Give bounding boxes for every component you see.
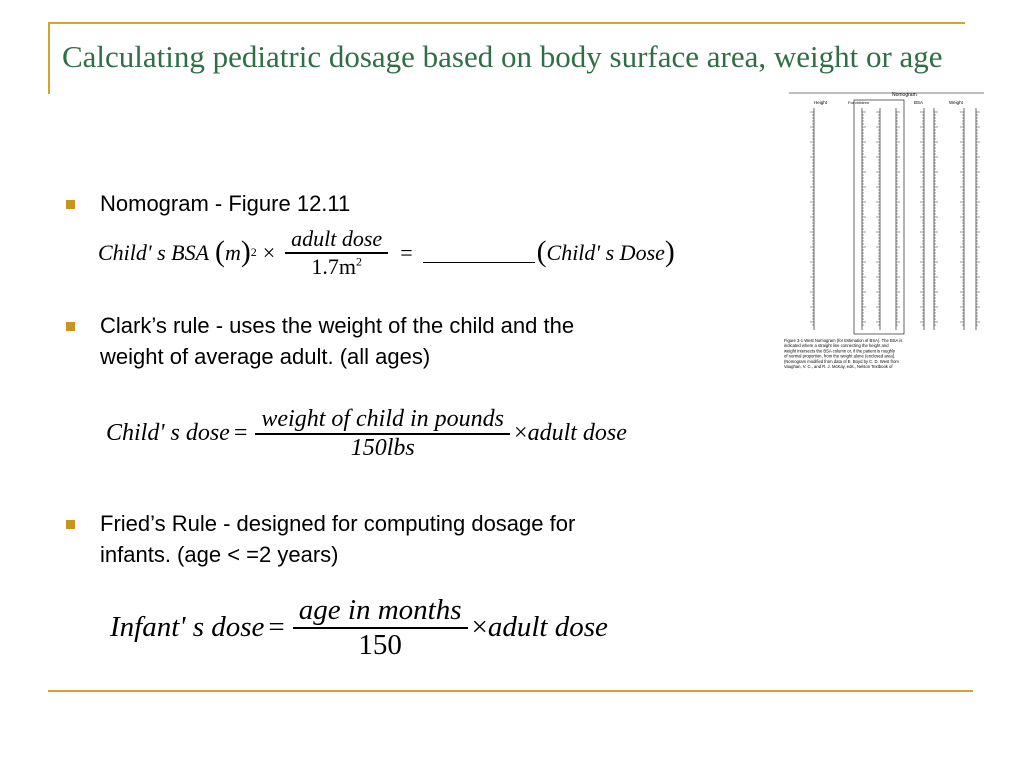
clarks-rhs: adult dose [527,420,627,447]
equals-sign: = [268,611,285,644]
bsa-denominator-wrap [305,254,368,280]
open-paren: ( [215,235,225,268]
frieds-denominator: 150 [358,628,402,661]
nomogram-header: Nomogram [892,92,917,98]
frieds-lhs: Infant' s dose [110,611,265,644]
top-divider [48,22,965,24]
bsa-denominator: 1.7m [311,253,356,279]
bullet-marker [66,200,75,209]
nomogram-col-bsa: BSA [914,100,924,105]
equals-sign: = [233,420,248,447]
close-paren: ) [664,235,675,268]
frieds-fraction [293,594,468,662]
clarks-formula [106,406,627,462]
bsa-fraction [285,226,388,280]
nomogram-col-height: Height [814,100,828,105]
answer-blank [423,242,535,263]
open-paren: ( [536,235,547,268]
bottom-divider [48,690,973,692]
bsa-unit: m [224,239,241,265]
times-sign: × [471,611,488,644]
frieds-formula [110,594,608,662]
equals-sign: = [400,239,413,265]
bullet-nomogram: Nomogram - Figure 12.11 [100,191,351,216]
slide-title: Calculating pediatric dosage based on body surface area, weight or age [62,39,943,74]
bullet-clarks-rule: Clark’s rule - uses the weight of the child and the weight of average adult. (all ages) [100,313,575,369]
close-paren: ) [240,235,251,268]
bsa-formula [98,226,675,280]
nomogram-figure [784,90,1014,372]
times-sign: × [514,420,528,447]
left-divider [48,22,50,94]
bsa-lhs: Child' s BSA [98,239,210,265]
bullet-marker [66,520,75,529]
bsa-den-exp: 2 [355,254,362,269]
bsa-unit-exp: 2 [250,245,257,260]
times-sign: × [262,239,276,265]
nomogram-col-weight: Weight [949,100,963,105]
bsa-rhs: Child' s Dose [546,239,665,265]
frieds-rhs: adult dose [487,611,608,644]
frieds-numerator: age in months [298,594,462,626]
clarks-denominator: 150lbs [350,434,415,461]
clarks-lhs: Child' s dose [106,420,230,447]
clarks-numerator: weight of child in pounds [261,406,505,432]
bsa-numerator: adult dose [291,226,383,251]
bullet-frieds-rule: Fried’s Rule - designed for computing dosage for infants. (age < =2 years) [100,511,576,567]
clarks-fraction [255,406,510,462]
nomogram-col-children: For children [848,100,870,105]
bullet-marker [66,322,75,331]
nomogram-caption: Figure 3-1 West Nomogram (for Estimation of BSA). The BSA is indicated where a straight line connecting the height and weight intersects the BSA column or, if the patient is roughly of normal proportion, from the weight alone (enclosed area). (Nomogram modified from data of E. Boyd by C. D. West from Vaughan, V. C., and R. J. McKay, eds., Nelson Textbook of [784,338,903,369]
